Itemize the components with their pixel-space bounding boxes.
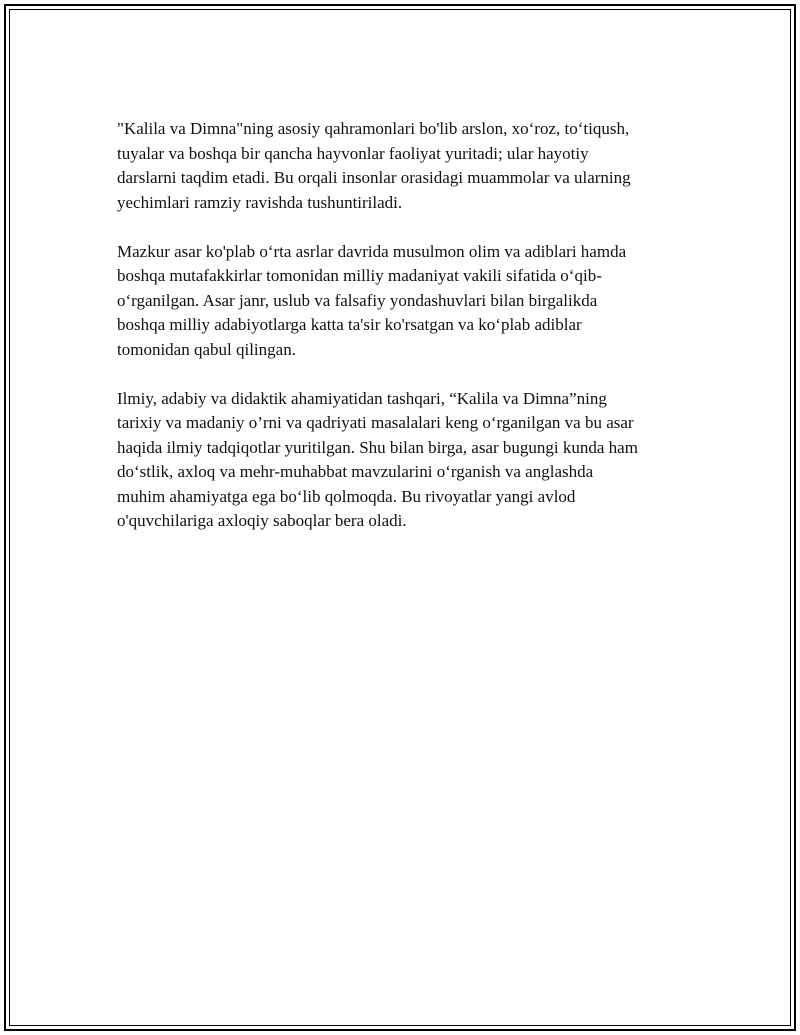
text-line: boshqa milliy adabiyotlarga katta ta'sir ko'rsatgan va ko‘plab adiblar (117, 315, 582, 334)
text-line: yechimlari ramziy ravishda tushuntiriladi. (117, 192, 403, 212)
text-line: haqida ilmiy tadqiqotlar yuritilgan. Shu bilan birga, asar bugungi kunda ham (117, 437, 638, 457)
document-body (117, 117, 700, 558)
text-line: do‘stlik, axloq va mehr-muhabbat mavzularini o‘rganish va anglashda (117, 462, 594, 481)
text-line: tuyalar va boshqa bir qancha hayvonlar faoliyat yuritadi; ular hayotiy (117, 143, 589, 163)
paragraph-1 (117, 117, 700, 215)
text-line: o‘rganilgan. Asar janr, uslub va falsafiy yondashuvlari bilan birgalikda (117, 290, 598, 310)
text-line: tomonidan qabul qilingan. (117, 339, 296, 359)
text-line: tarixiy va madaniy o’rni va qadriyati masalalari keng o‘rganilgan va bu asar (117, 413, 634, 432)
text-line: "Kalila va Dimna"ning asosiy qahramonlari bo'lib arslon, xo‘roz, to‘tiqush, (117, 119, 630, 138)
paragraph-2 (117, 240, 700, 363)
text-line: boshqa mutafakkirlar tomonidan milliy madaniyat vakili sifatida o‘qib- (117, 266, 602, 285)
text-line: o'quvchilariga axloqiy saboqlar bera oladi. (117, 511, 407, 530)
text-line: Ilmiy, adabiy va didaktik ahamiyatidan tashqari, “Kalila va Dimna”ning (117, 388, 607, 408)
text-line: darslarni taqdim etadi. Bu orqali insonlar orasidagi muammolar va ularning (117, 168, 631, 187)
text-line: Mazkur asar ko'plab o‘rta asrlar davrida musulmon olim va adiblari hamda (117, 241, 627, 261)
text-line: muhim ahamiyatga ega bo‘lib qolmoqda. Bu rivoyatlar yangi avlod (117, 486, 576, 506)
paragraph-3 (117, 387, 700, 534)
